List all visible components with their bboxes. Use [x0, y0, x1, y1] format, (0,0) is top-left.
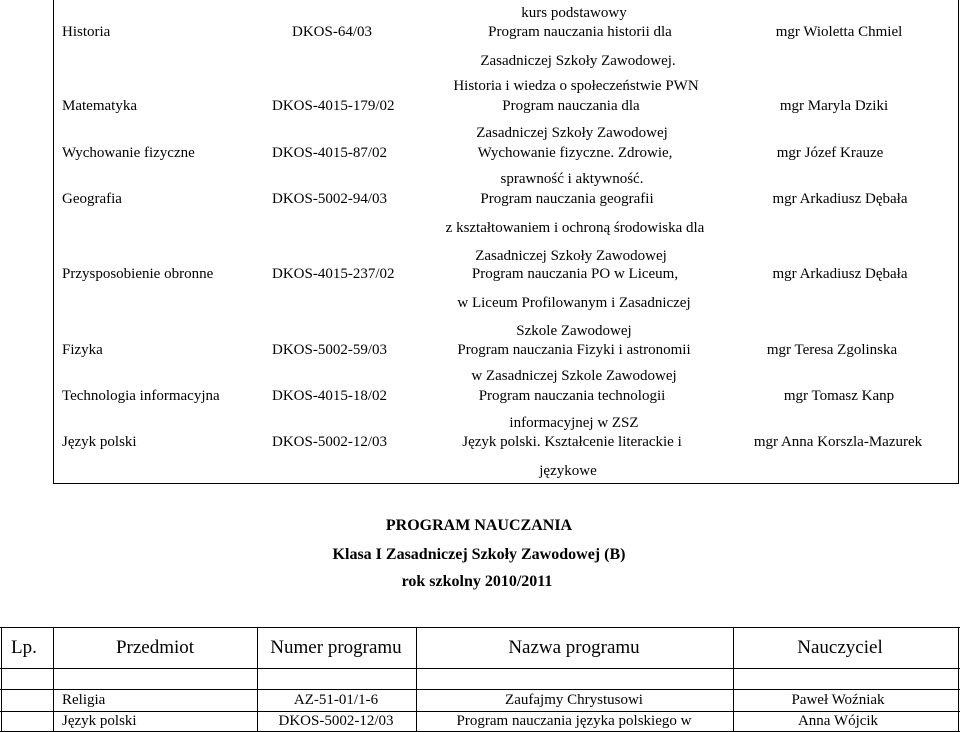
table-border: [53, 483, 959, 484]
program-name: Wychowanie fizyczne. Zdrowie,: [477, 145, 673, 161]
heading-class: Klasa I Zasadniczej Szkoły Zawodowej (B): [332, 546, 626, 563]
program-number: DKOS-4015-87/02: [272, 145, 387, 161]
subject-cell: Język polski: [62, 713, 137, 729]
program-name: Historia i wiedza o społeczeństwie PWN: [453, 78, 699, 94]
program-name: Program nauczania Fizyki i astronomii: [457, 342, 691, 358]
program-number: DKOS-5002-94/03: [272, 191, 387, 207]
program-name: Program nauczania technologii: [478, 388, 666, 404]
program-name: z kształtowaniem i ochroną środowiska dla: [445, 220, 705, 236]
program-name: Zasadniczej Szkoły Zawodowej.: [480, 53, 676, 69]
teacher-cell: Anna Wójcik: [797, 713, 879, 729]
program-name: językowe: [539, 463, 597, 479]
teacher-cell: Paweł Woźniak: [791, 692, 885, 708]
program-name: w Liceum Profilowanym i Zasadniczej: [457, 295, 691, 311]
program-name: Program nauczania historii dla: [488, 24, 672, 40]
program-name: Program nauczania geografii: [480, 191, 654, 207]
subject-cell: Matematyka: [62, 98, 137, 114]
subject-cell: Geografia: [62, 191, 122, 207]
subject-cell: Przysposobienie obronne: [62, 266, 214, 282]
table-border: [53, 627, 54, 732]
program-number: AZ-51-01/1-6: [293, 692, 379, 708]
program-name: Program nauczania PO w Liceum,: [471, 266, 679, 282]
teacher-cell: mgr Teresa Zgolinska: [766, 342, 898, 358]
table-border: [958, 627, 959, 732]
header-subject: Przedmiot: [115, 637, 195, 658]
header-program-name: Nazwa programu: [508, 637, 640, 658]
table-border: [0, 668, 960, 669]
subject-cell: Język polski: [62, 434, 137, 450]
table-border: [257, 627, 258, 732]
teacher-cell: mgr Józef Krauze: [776, 145, 884, 161]
program-name: Zasadniczej Szkoły Zawodowej: [475, 248, 667, 264]
header-lp: Lp.: [11, 637, 37, 658]
program-number: DKOS-4015-237/02: [272, 266, 395, 282]
teacher-cell: mgr Anna Korszla-Mazurek: [753, 434, 923, 450]
program-name: Zaufajmy Chrystusowi: [505, 692, 643, 708]
subject-cell: Wychowanie fizyczne: [62, 145, 195, 161]
table-border: [0, 627, 960, 628]
program-name: sprawność i aktywność.: [500, 171, 644, 187]
subject-cell: Technologia informacyjna: [62, 388, 220, 404]
table-border: [958, 0, 959, 484]
heading-school-year: rok szkolny 2010/2011: [401, 573, 553, 590]
program-name: Język polski. Kształcenie literackie i: [462, 434, 682, 450]
subject-cell: Religia: [62, 692, 106, 708]
program-number: DKOS-4015-179/02: [272, 98, 395, 114]
program-name: kurs podstawowy: [521, 5, 627, 21]
table-border: [0, 689, 960, 690]
program-name: Zasadniczej Szkoły Zawodowej: [476, 125, 668, 141]
program-name: w Zasadniczej Szkole Zawodowej: [471, 368, 677, 384]
table-border: [733, 627, 734, 732]
program-name: Szkole Zawodowej: [516, 323, 632, 339]
table-border: [53, 0, 54, 484]
table-border: [1, 627, 2, 732]
program-name: Program nauczania dla: [502, 98, 640, 114]
program-name: Program nauczania języka polskiego w: [456, 713, 692, 729]
teacher-cell: mgr Tomasz Kanp: [783, 388, 895, 404]
teacher-cell: mgr Arkadiusz Dębała: [772, 191, 908, 207]
heading-title: PROGRAM NAUCZANIA: [385, 517, 573, 534]
teacher-cell: mgr Maryla Dziki: [779, 98, 889, 114]
teacher-cell: mgr Arkadiusz Dębała: [772, 266, 908, 282]
program-number: DKOS-64/03: [292, 24, 373, 40]
teacher-cell: mgr Wioletta Chmiel: [775, 24, 903, 40]
subject-cell: Historia: [62, 24, 111, 40]
header-program-number: Numer programu: [270, 637, 402, 658]
program-number: DKOS-5002-12/03: [278, 713, 394, 729]
program-number: DKOS-4015-18/02: [272, 388, 387, 404]
program-number: DKOS-5002-12/03: [272, 434, 387, 450]
program-name: informacyjnej w ZSZ: [509, 415, 639, 431]
subject-cell: Fizyka: [62, 342, 103, 358]
table-border: [416, 627, 417, 732]
header-teacher: Nauczyciel: [797, 637, 883, 658]
program-number: DKOS-5002-59/03: [272, 342, 387, 358]
